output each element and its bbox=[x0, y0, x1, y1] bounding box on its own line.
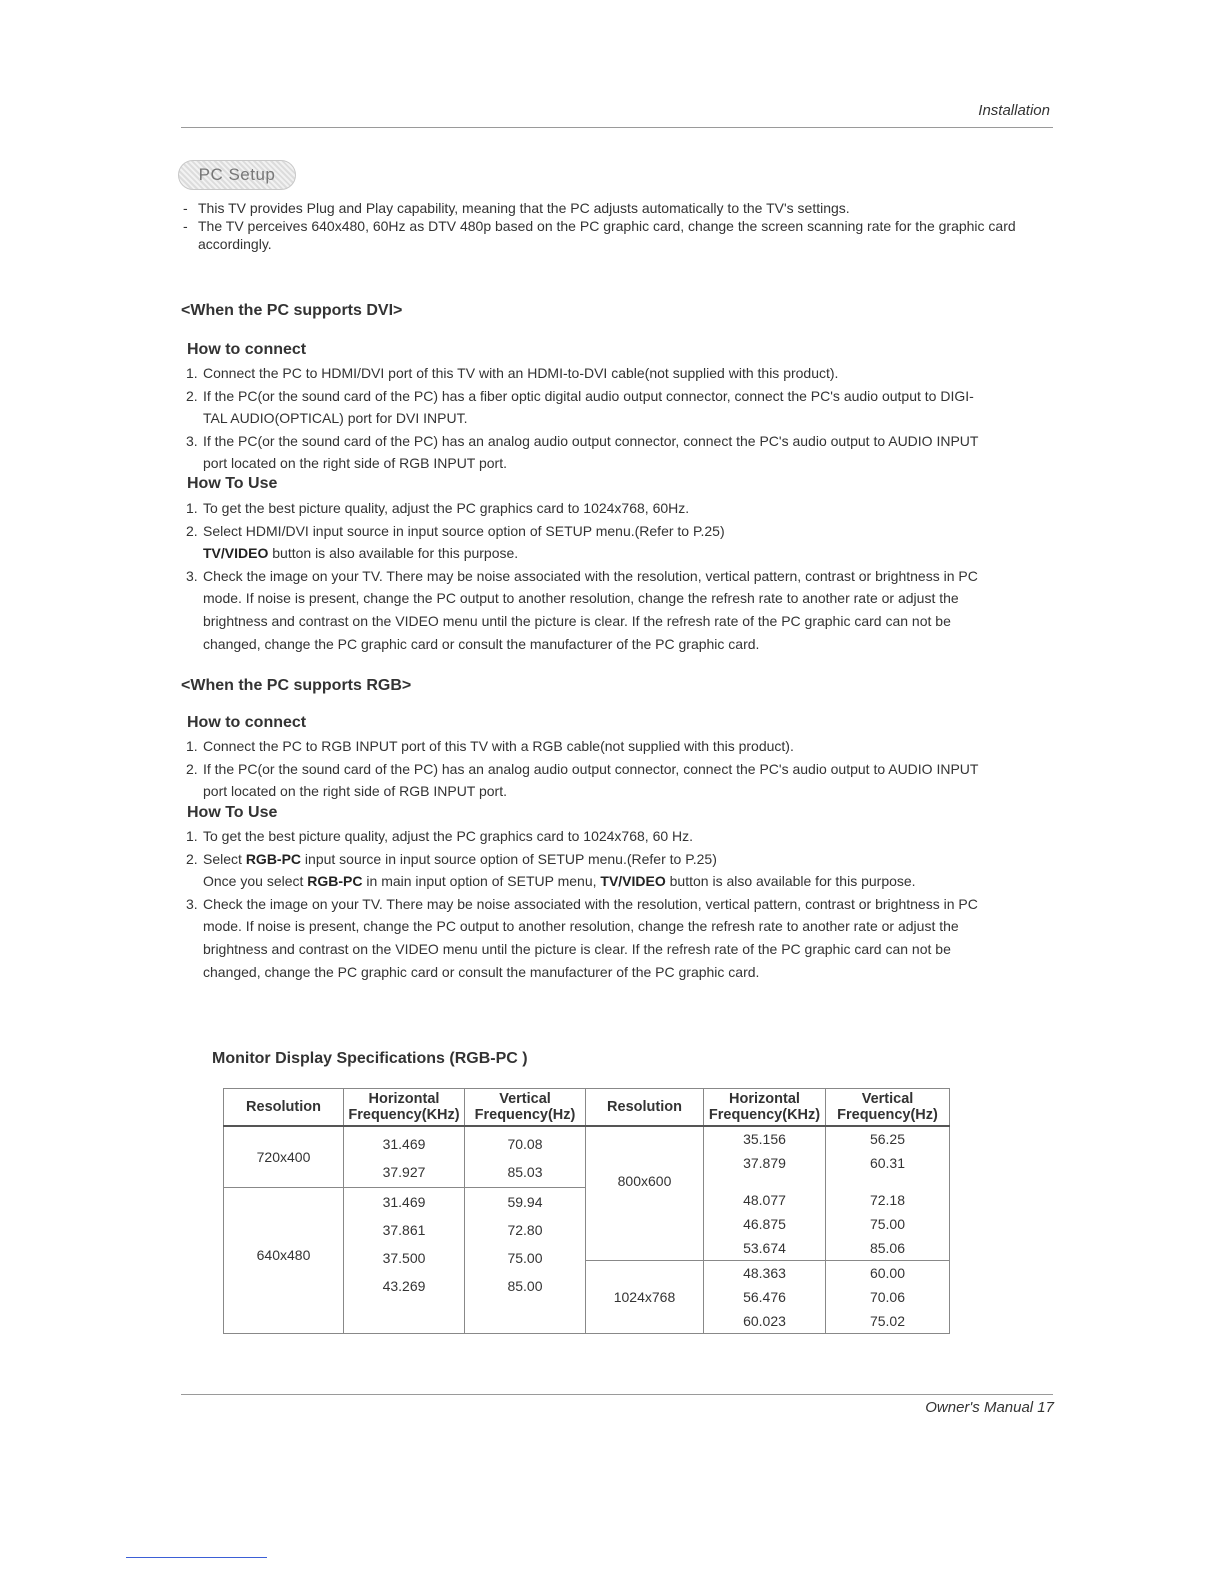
section-badge: PC Setup bbox=[178, 160, 296, 190]
intro-list bbox=[181, 199, 1053, 253]
rgb-section-title: <When the PC supports RGB> bbox=[181, 677, 412, 694]
vfreq-cell: 72.18 75.00 85.06 bbox=[826, 1188, 950, 1261]
footer-rule bbox=[181, 1394, 1053, 1395]
table-title: Monitor Display Specifications (RGB-PC ) bbox=[212, 1050, 528, 1067]
header-vertical: Vertical Frequency(Hz) bbox=[826, 1089, 950, 1127]
hfreq-cell: 31.469 37.861 37.500 43.269 bbox=[344, 1188, 465, 1334]
list-item-continuation: port located on the right side of RGB INPUT port. bbox=[203, 455, 508, 472]
resolution-cell: 1024x768 bbox=[586, 1260, 704, 1333]
list-item-continuation: port located on the right side of RGB INPUT port. bbox=[203, 783, 508, 800]
vfreq-cell: 70.08 85.03 bbox=[465, 1126, 586, 1188]
dvi-connect-title: How to connect bbox=[187, 341, 307, 358]
vfreq-cell: 59.94 72.80 75.00 85.00 bbox=[465, 1188, 586, 1334]
header-resolution: Resolution bbox=[586, 1089, 704, 1127]
list-item-continuation: mode. If noise is present, change the PC output to another resolution, change the refresh rate to another rate or adjust the bbox=[203, 590, 959, 607]
list-item: 3. If the PC(or the sound card of the PC) has an analog audio output connector, connect the PC's audio output to AUDIO INPUT bbox=[186, 432, 979, 449]
blue-underline bbox=[126, 1557, 267, 1558]
header-rule bbox=[181, 127, 1053, 128]
vfreq-cell: 56.25 60.31 bbox=[826, 1126, 950, 1188]
list-item-continuation: brightness and contrast on the VIDEO menu until the picture is clear. If the refresh rate of the PC graphic card can not be bbox=[203, 612, 951, 629]
header-horizontal: Horizontal Frequency(KHz) bbox=[704, 1089, 826, 1127]
rgb-use-title: How To Use bbox=[187, 804, 278, 821]
vfreq-cell: 60.00 70.06 75.02 bbox=[826, 1260, 950, 1333]
list-item: 1. Connect the PC to HDMI/DVI port of this TV with an HDMI-to-DVI cable(not supplied with this product). bbox=[186, 365, 839, 381]
list-item-continuation: changed, change the PC graphic card or consult the manufacturer of the PC graphic card. bbox=[203, 963, 760, 980]
list-item-continuation: Once you select RGB-PC in main input option of SETUP menu, TV/VIDEO button is also available for this purpose. bbox=[203, 873, 916, 890]
list-item: 1. To get the best picture quality, adjust the PC graphics card to 1024x768, 60Hz. bbox=[186, 500, 690, 516]
table-header-row bbox=[224, 1089, 950, 1127]
hfreq-cell: 31.469 37.927 bbox=[344, 1126, 465, 1188]
header-resolution: Resolution bbox=[224, 1089, 344, 1127]
dvi-connect-list bbox=[186, 362, 1056, 475]
list-item: 2. Select RGB-PC input source in input source option of SETUP menu.(Refer to P.25) bbox=[186, 850, 717, 867]
hfreq-cell: 35.156 37.879 bbox=[704, 1126, 826, 1188]
list-item: 3. Check the image on your TV. There may be noise associated with the resolution, vertical pattern, contrast or brightness in PC bbox=[186, 567, 978, 584]
header-vertical: Vertical Frequency(Hz) bbox=[465, 1089, 586, 1127]
hfreq-cell: 48.363 56.476 60.023 bbox=[704, 1260, 826, 1333]
resolution-cell: 720x400 bbox=[224, 1126, 344, 1188]
list-item: 3. Check the image on your TV. There may be noise associated with the resolution, vertical pattern, contrast or brightness in PC bbox=[186, 895, 978, 912]
list-item-continuation: TAL AUDIO(OPTICAL) port for DVI INPUT. bbox=[203, 410, 468, 427]
footer-page-label: Owner's Manual 17 bbox=[925, 1399, 1054, 1416]
list-item: 2. Select HDMI/DVI input source in input source option of SETUP menu.(Refer to P.25) bbox=[186, 522, 725, 539]
list-item: 2. If the PC(or the sound card of the PC) has an analog audio output connector, connect the PC's audio output to AUDIO INPUT bbox=[186, 760, 979, 777]
list-item-continuation: mode. If noise is present, change the PC output to another resolution, change the refresh rate to another rate or adjust the bbox=[203, 918, 959, 935]
header-horizontal: Horizontal Frequency(KHz) bbox=[344, 1089, 465, 1127]
list-item-continuation: changed, change the PC graphic card or consult the manufacturer of the PC graphic card. bbox=[203, 635, 760, 652]
list-item: 1. Connect the PC to RGB INPUT port of this TV with a RGB cable(not supplied with this product). bbox=[186, 738, 794, 754]
resolution-cell: 640x480 bbox=[224, 1188, 344, 1334]
hfreq-cell: 48.077 46.875 53.674 bbox=[704, 1188, 826, 1261]
list-item-continuation: brightness and contrast on the VIDEO menu until the picture is clear. If the refresh rate of the PC graphic card can not be bbox=[203, 940, 951, 957]
list-item-continuation: TV/VIDEO button is also available for this purpose. bbox=[203, 545, 519, 562]
dvi-use-title: How To Use bbox=[187, 475, 278, 492]
rgb-use-list bbox=[186, 825, 1056, 983]
rgb-connect-list bbox=[186, 735, 1056, 803]
resolution-cell: 800x600 bbox=[586, 1188, 704, 1261]
intro-item: - The TV perceives 640x480, 60Hz as DTV 480p based on the PC graphic card, change the screen scanning rate for the graphic card accordingly. bbox=[181, 217, 1053, 253]
dvi-section-title: <When the PC supports DVI> bbox=[181, 302, 403, 319]
list-item: 2. If the PC(or the sound card of the PC) has a fiber optic digital audio output connector, connect the PC's audio output to DIGI- bbox=[186, 387, 974, 404]
dvi-use-list bbox=[186, 497, 1056, 655]
table-row bbox=[224, 1188, 950, 1261]
list-item: 1. To get the best picture quality, adjust the PC graphics card to 1024x768, 60 Hz. bbox=[186, 828, 694, 844]
intro-item: - This TV provides Plug and Play capability, meaning that the PC adjusts automatically to the TV's settings. bbox=[181, 199, 1053, 217]
spec-table bbox=[223, 1088, 950, 1334]
header-section-title: Installation bbox=[978, 102, 1050, 119]
rgb-connect-title: How to connect bbox=[187, 714, 307, 731]
